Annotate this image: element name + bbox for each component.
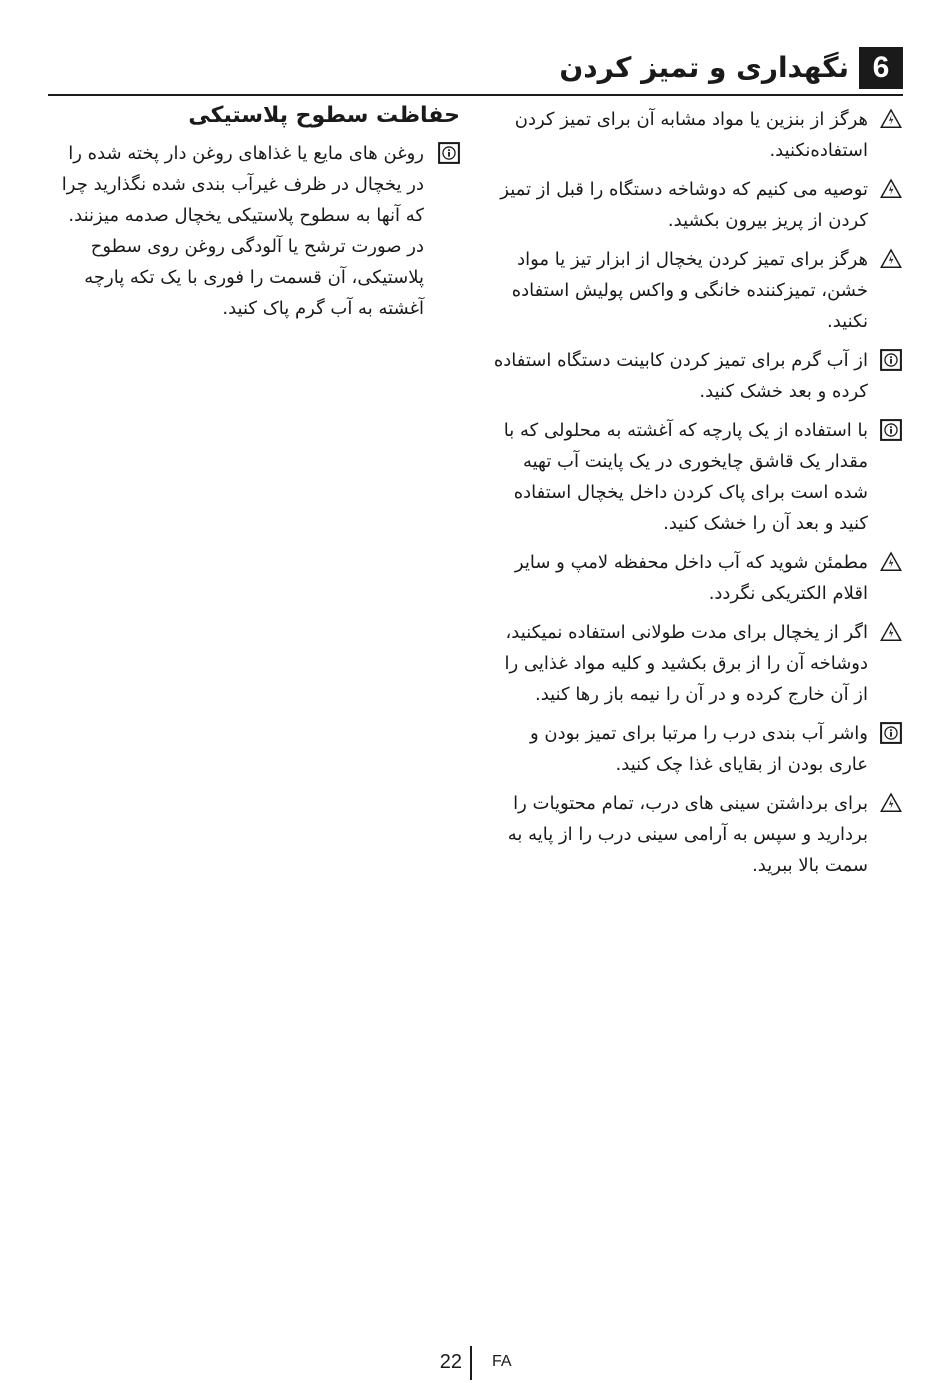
list-item: [490, 617, 902, 710]
item-text: واشر آب بندی درب را مرتبا برای تمیز بودن و عاری بودن از بقایای غذا چک کنید.: [529, 723, 868, 775]
item-text: با استفاده از یک پارچه که آغشته به محلولی که با مقدار یک قاشق چایخوری در یک پاینت آب تهیه شده است برای پاک کردن داخل یخچال استفاده کنید و بعد آن را خشک کنید.: [503, 420, 868, 534]
chapter-number-badge: 6: [859, 47, 903, 89]
info-icon: [880, 349, 902, 371]
warning-icon: [880, 248, 902, 270]
list-item: [490, 547, 902, 609]
warning-icon: [880, 621, 902, 643]
page-number: 22: [439, 1351, 462, 1373]
left-column: [50, 100, 460, 332]
warning-icon: [880, 178, 902, 200]
warning-icon: [880, 108, 902, 130]
chapter-title: نگهداری و تمیز کردن: [559, 51, 849, 84]
list-item: [490, 718, 902, 780]
warning-icon: [880, 551, 902, 573]
item-text: مطمئن شوید که آب داخل محفظه لامپ و سایر اقلام الکتریکی نگردد.: [514, 552, 868, 604]
list-item: [490, 345, 902, 407]
list-item: [50, 138, 460, 324]
language-code: FA: [492, 1353, 512, 1370]
list-item: [490, 415, 902, 539]
footer-divider: [470, 1346, 472, 1380]
item-text: هرگز برای تمیز کردن یخچال از ابزار تیز یا مواد خشن، تمیزکننده خانگی و واکس پولیش استفاده نکنید.: [511, 249, 868, 332]
item-text: توصیه می کنیم که دوشاخه دستگاه را قبل از تمیز کردن از پریز بیرون بکشید.: [500, 179, 868, 231]
item-text: هرگز از بنزین یا مواد مشابه آن برای تمیز کردن استفاده‌نکنید.: [514, 109, 868, 161]
list-item: [490, 174, 902, 236]
right-column: [490, 104, 902, 889]
list-item: [490, 788, 902, 881]
section-heading: حفاظت سطوح پلاستیکی: [188, 103, 460, 128]
info-icon: [438, 142, 460, 164]
item-text: اگر از یخچال برای مدت طولانی استفاده نمیکنید، دوشاخه آن را از برق بکشید و کلیه مواد غذایی را از آن خارج کرده و در آن را نیمه باز رها کنید.: [504, 622, 868, 705]
list-item: [490, 244, 902, 337]
item-text: از آب گرم برای تمیز کردن کابینت دستگاه استفاده کرده و بعد خشک کنید.: [493, 350, 868, 402]
item-text: برای برداشتن سینی های درب، تمام محتویات را بردارید و سپس به آرامی سینی درب را از پایه به سمت بالا ببرید.: [507, 793, 868, 876]
info-icon: [880, 722, 902, 744]
list-item: [490, 104, 902, 166]
info-icon: [880, 419, 902, 441]
item-text: روغن های مایع یا غذاهای روغن دار پخته شده را در یخچال در ظرف غیرآب بندی شده نگذارید چرا که آنها به سطوح پلاستیکی یخچال صدمه میزنند. در صورت ترشح یا آلودگی روغن روی سطوح پلاستیکی، آن قسمت را فوری با یک تکه پارچه آغشته به آب گرم پاک کنید.: [61, 143, 424, 319]
warning-icon: [880, 792, 902, 814]
page-header: [48, 42, 903, 96]
